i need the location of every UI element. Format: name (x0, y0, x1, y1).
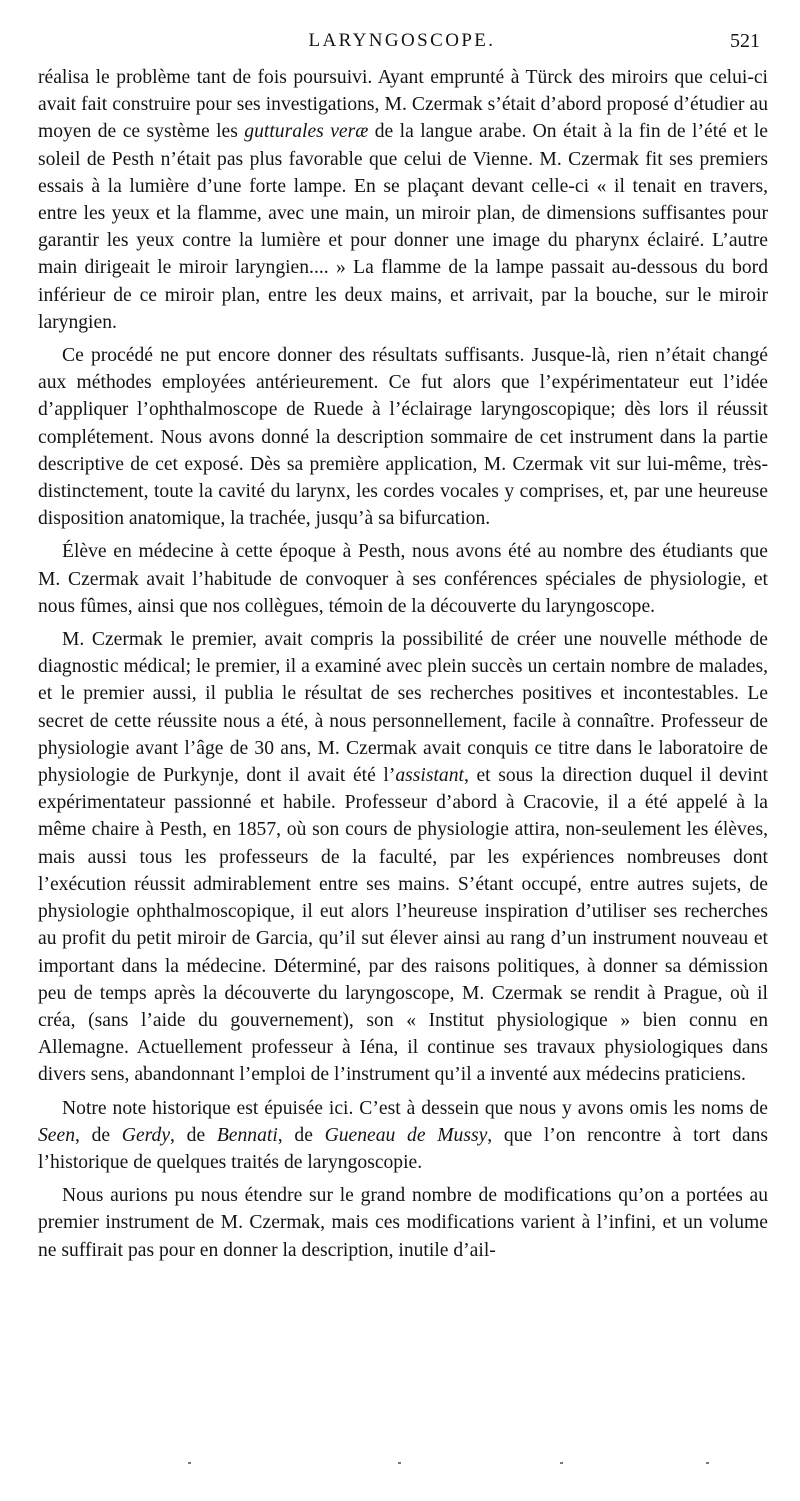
paragraph-5 (38, 1095, 768, 1177)
text-run: Élève en médecine à cette époque à Pesth, nous avons été au nombre des étudiants que M. Czermak avait l’habitude de convoquer à ses conférences spéciales de physiologie, et nous fûmes, ainsi que nos collègues, témoin de la découverte du laryngoscope. (38, 541, 768, 617)
italic-name: Gerdy (121, 1124, 171, 1146)
text-run: de la langue arabe. On était à la fin de l’été et le soleil de Pesth n’était pas plus favorable que celui de Vienne. M. Czermak fit ses premiers essais à la lumière d’une forte lampe. En se plaçant devant celle-ci « il tenait en travers, entre les yeux et la flamme, avec une main, un miroir plan, de dimensions suffisantes pour garantir les yeux contre la lumière et pour donner une image du pharynx éclairé. L’autre main dirigeait le miroir laryngien.... » La flamme de la lampe passait au-dessous du bord inférieur de ce miroir plan, entre les deux mains, et arrivait, par la bouche, sur le miroir laryngien. (38, 121, 768, 333)
text-run: réalisa le problème tant de fois poursuivi. Ayant emprunté à Türck des miroirs que celui-ci avait fait construire pour ses investigations, M. Czermak s’était d’abord proposé d’étudier au moyen de ce système les (38, 67, 768, 143)
speck (706, 1462, 709, 1464)
page-header (38, 30, 766, 54)
paragraph-6 (38, 1182, 768, 1264)
text-run: , de (75, 1124, 122, 1146)
speck (398, 1462, 401, 1464)
text-run: Notre note historique est épuisée ici. C’est à dessein que nous y avons omis les noms de (62, 1097, 768, 1119)
paragraph-4 (38, 626, 768, 1088)
italic-term: gutturales veræ (244, 121, 369, 143)
speck (188, 1462, 191, 1464)
speck (560, 1462, 563, 1464)
italic-name: Seen (38, 1124, 75, 1146)
paragraph-1 (38, 64, 768, 336)
italic-name: Gueneau de Mussy (324, 1124, 488, 1146)
paragraph-2 (38, 342, 768, 532)
page-number: 521 (730, 30, 760, 52)
text-run: M. Czermak le premier, avait compris la possibilité de créer une nouvelle méthode de diagnostic médical; le premier, il a examiné avec plein succès un certain nombre de malades, et le premier aussi, il publia le résultat de ses recherches positives et incontestables. Le secret de cette réussite nous a été, à nous personnellement, facile à connaître. Professeur de physiologie avant l’âge de 30 ans, M. Czermak avait conquis ce titre dans le laboratoire de physiologie de Purkynje, dont il avait été l’ (38, 629, 768, 787)
text-run: , que l’on rencontre à tort dans l’historique de quelques traités de laryngoscopie. (38, 1124, 768, 1173)
paragraph-3 (38, 538, 768, 620)
text-run: , de (170, 1124, 217, 1146)
italic-name: Bennati (216, 1124, 278, 1146)
text-run: , et sous la direction duquel il devint expérimentateur passionné et habile. Professeur d’abord à Cracovie, il a été appelé à la même chaire à Pesth, en 1857, où son cours de physiologie attira, non-seulement les élèves, mais aussi tous les professeurs de la faculté, par les expériences nombreuses dont l’exécution réussit admirablement entre ses mains. S’étant occupé, entre autres sujets, de physiologie ophthalmoscopique, il eut alors l’heureuse inspiration d’utiliser ses recherches au profit du petit miroir de Garcia, qu’il sut élever ainsi au rang d’un instrument nouveau et important dans la médecine. Déterminé, par des raisons politiques, à donner sa démission peu de temps après la découverte du laryngoscope, M. Czermak se rendit à Prague, où il créa, (sans l’aide du gouvernement), son « Institut physiologique » bien connu en Allemagne. Actuellement professeur à Iéna, il continue ses travaux physiologiques dans divers sens, abandonnant l’emploi de l’instrument qu’il a inventé aux médecins praticiens. (38, 765, 768, 1086)
running-title: LARYNGOSCOPE. (308, 30, 496, 51)
text-run: , de (277, 1124, 325, 1146)
print-specks (0, 1462, 800, 1472)
italic-term: assistant (395, 765, 464, 787)
text-run: Ce procédé ne put encore donner des résultats suffisants. Jusque-là, rien n’était changé aux méthodes employées antérieurement. Ce fut alors que l’expérimentateur eut l’idée d’appliquer l’ophthalmoscope de Ruede à l’éclairage laryngoscopique; dès lors il réussit complétement. Nous avons donné la description sommaire de cet instrument dans la partie descriptive de cet exposé. Dès sa première application, M. Czermak vit sur lui-même, très-distinctement, toute la cavité du larynx, les cordes vocales y comprises, et, par une heureuse disposition anatomique, la trachée, jusqu’à sa bifurcation. (38, 345, 768, 530)
body-text (38, 64, 768, 1270)
text-run: Nous aurions pu nous étendre sur le grand nombre de modifications qu’on a portées au premier instrument de M. Czermak, mais ces modifications varient à l’infini, et un volume ne suffirait pas pour en donner la description, inutile d’ail- (38, 1185, 768, 1261)
